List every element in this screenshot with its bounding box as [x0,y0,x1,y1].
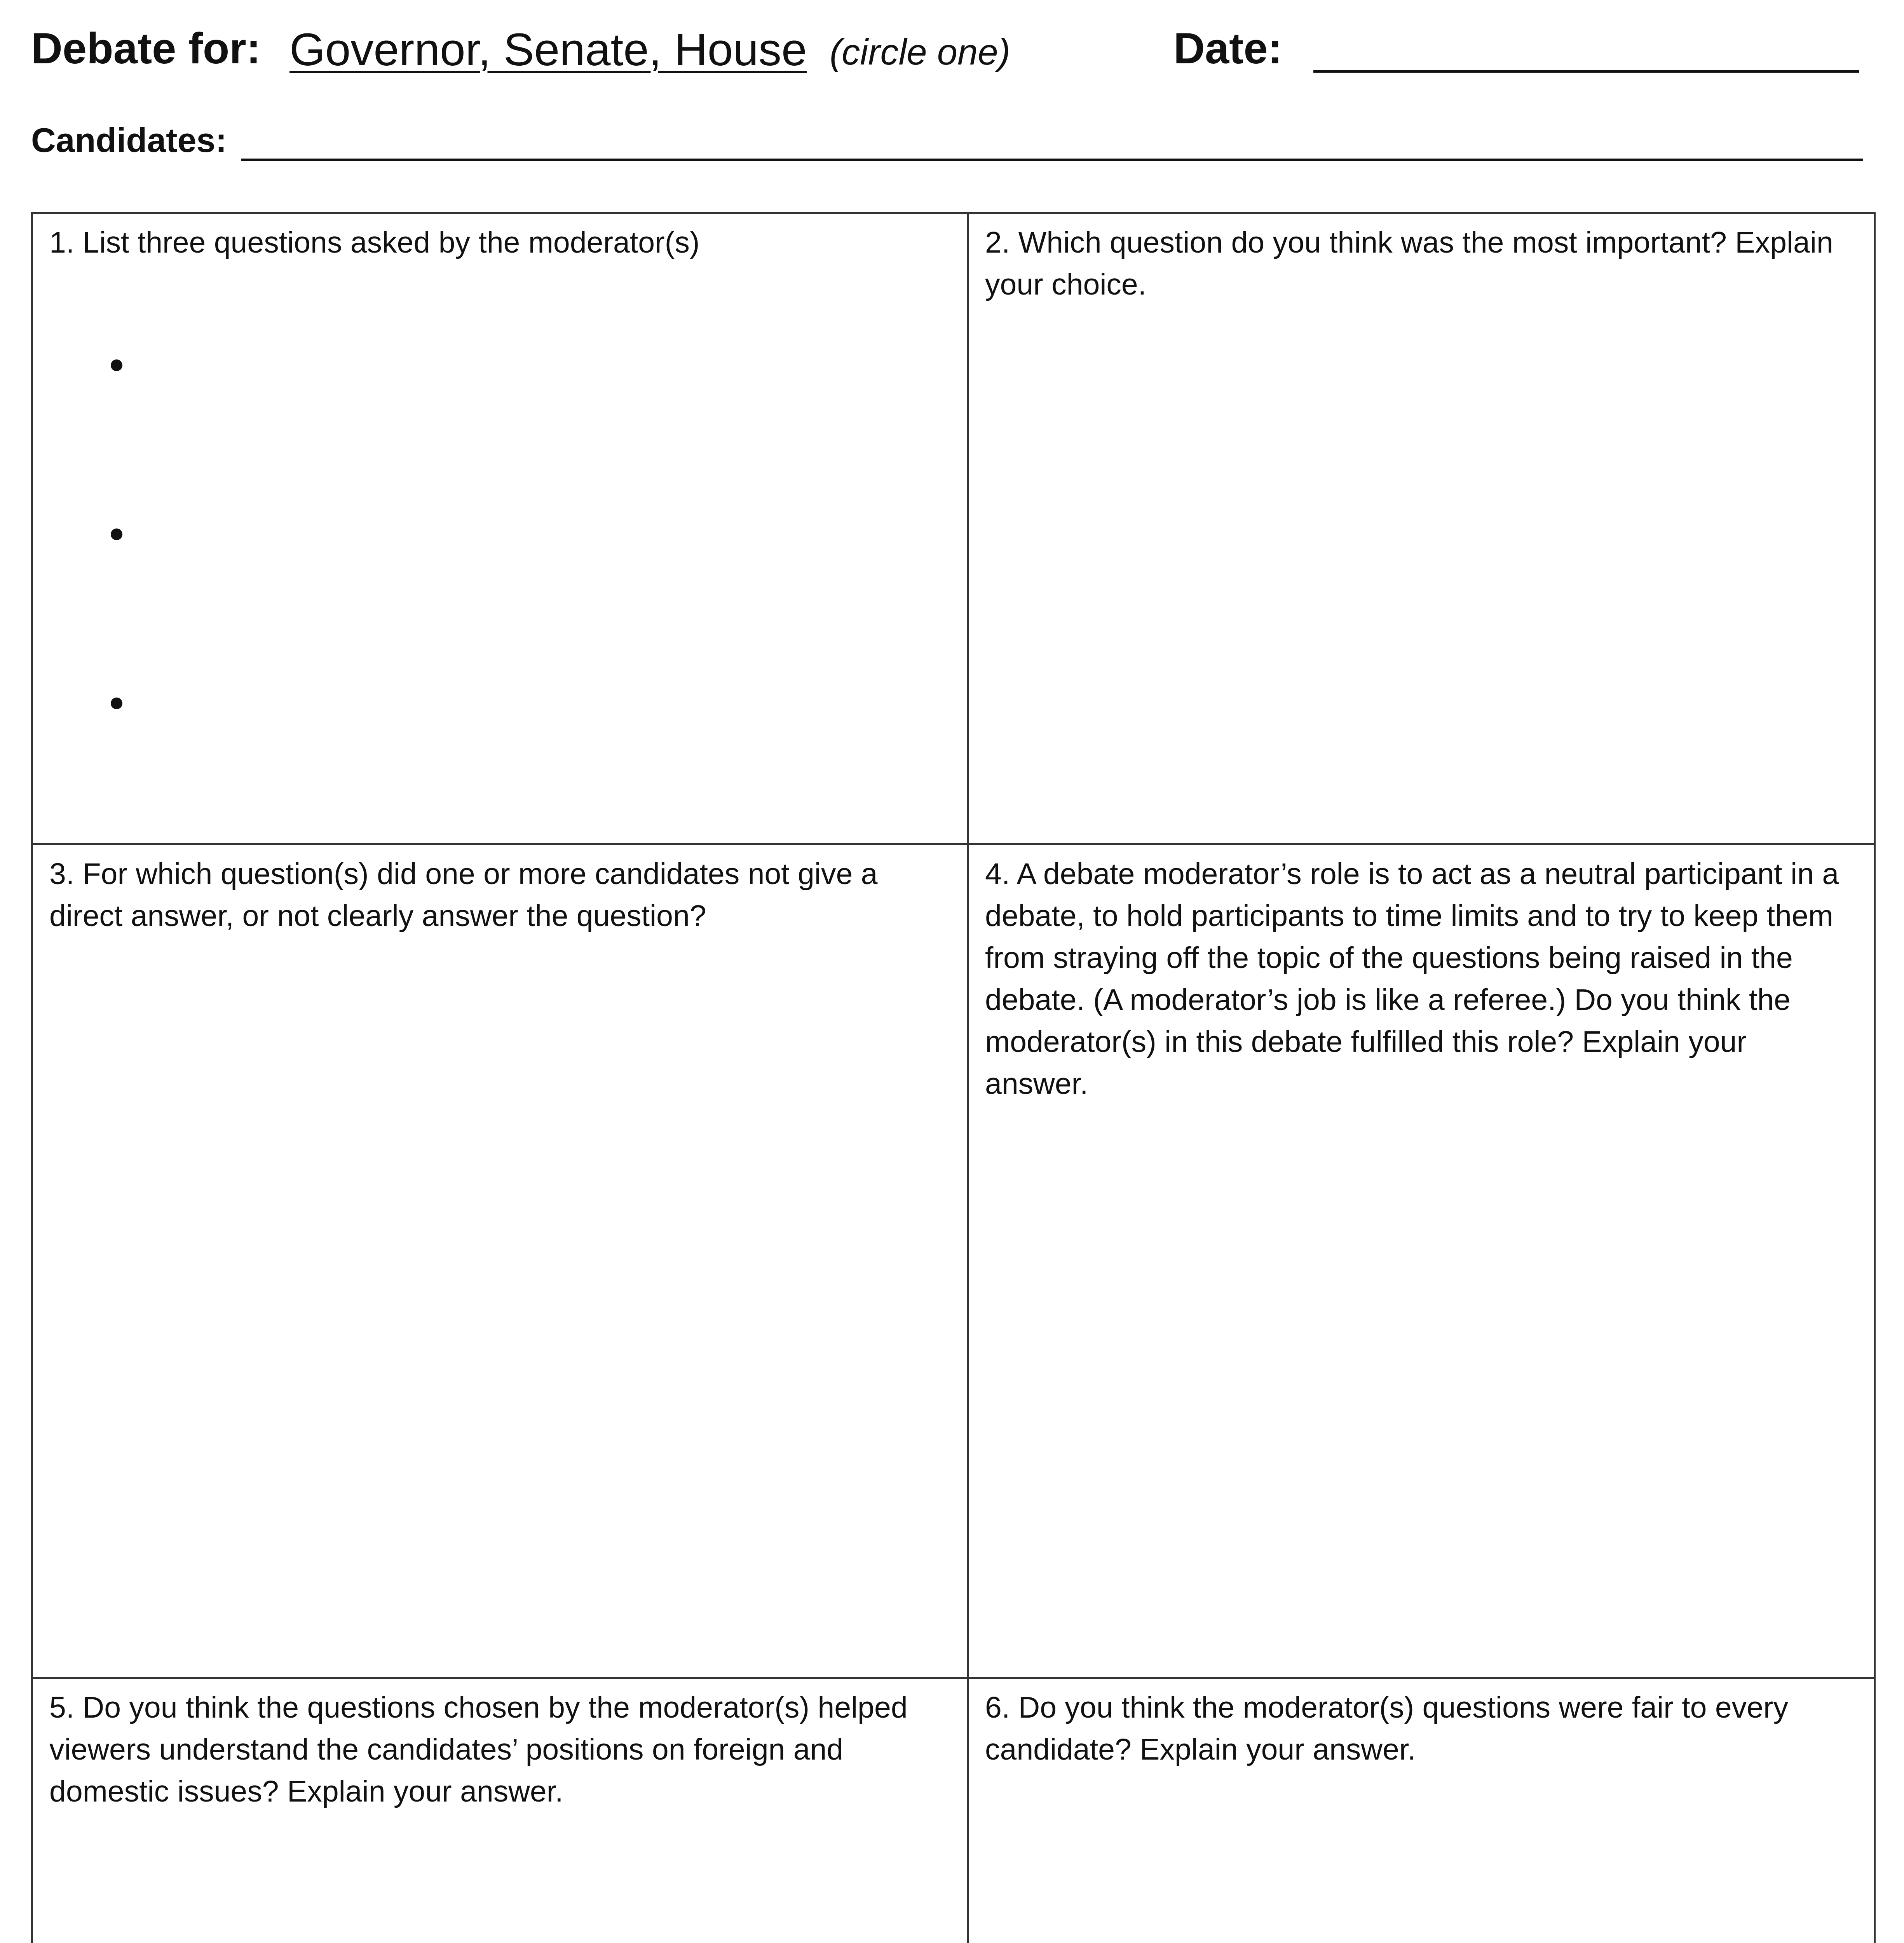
question-2-text: 2. Which question do you think was the most important? Explain your choice. [985,226,1833,301]
question-cell-2[interactable] [969,214,1874,845]
date-field[interactable] [1313,70,1859,73]
debate-type-options[interactable]: Governor, Senate, House [289,24,807,75]
date-label: Date: [1173,24,1283,73]
questions-grid [31,212,1876,1943]
debate-for-label: Debate for: [31,24,261,73]
question-5-text: 5. Do you think the questions chosen by the moderator(s) helped viewers understand the candidates’ positions on foreign and domestic issues? Explain your answer. [49,1691,908,1808]
question-cell-5[interactable] [33,1679,969,1943]
question-3-text: 3. For which question(s) did one or more candidates not give a direct answer, or not clearly answer the question? [49,857,878,933]
question-1-text: 1. List three questions asked by the moderator(s) [49,226,700,259]
question-6-text: 6. Do you think the moderator(s) questions were fair to every candidate? Explain your answer. [985,1691,1789,1766]
question-cell-1[interactable] [33,214,969,845]
circle-one-hint: (circle one) [830,31,1010,72]
candidates-label: Candidates: [31,121,227,159]
bullet-icon [111,359,122,371]
candidates-row [31,117,1865,167]
header-row [31,16,1865,78]
question-cell-4[interactable] [969,845,1874,1679]
candidates-field[interactable] [241,159,1863,161]
question-cell-6[interactable] [969,1679,1874,1943]
bullet-icon [111,528,122,540]
bullet-icon [111,698,122,709]
question-cell-3[interactable] [33,845,969,1679]
question-4-text: 4. A debate moderator’s role is to act as a neutral participant in a debate, to hold participants to time limits and to try to keep them from straying off the topic of the questions being raised in the debate. (A moderator’s job is like a referee.) Do you think the moderator(s) in this debate fulfilled this role? Explain your answer. [985,857,1839,1101]
